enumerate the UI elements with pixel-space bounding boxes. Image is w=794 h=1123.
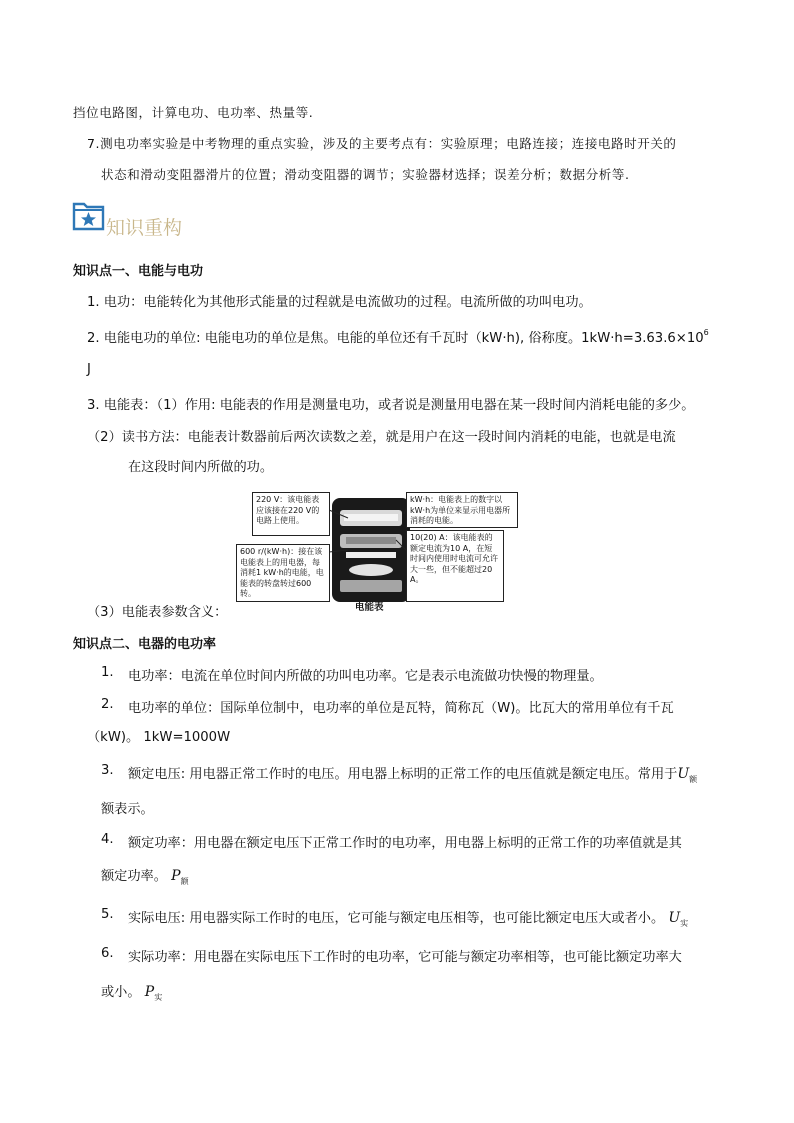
kp2-item-3-text [128,763,697,785]
kp1-para-2 [87,327,709,346]
kp2-item-3-cont: 额表示。 [101,802,154,817]
symbol-subscript: 额 [689,775,698,784]
item-7-line-2: 状态和滑动变阻器滑片的位置；滑动变阻器的调节；实验器材选择；误差分析；数据分析等. [101,167,630,182]
kp2-item-6-num: 6. [101,946,114,961]
kp2-item-5-num: 5. [101,907,114,922]
kp1-para-2-text: 2. 电能电功的单位: 电能电功的单位是焦。电能的单位还有千瓦时（kW·h), 俗称度。1kW·h=3.63.6×10 [87,331,704,346]
kp2-item-3-num: 3. [101,763,114,778]
kp2-item-6-cont-text: 或小。 [101,985,141,1000]
kp2-item-6-text: 实际功率：用电器在实际电压下工作时的电功率，它可能与额定功率相等，也可能比额定功率大 [128,950,682,965]
kp2-heading: 知识点二、电器的电功率 [73,637,217,652]
callout-revolutions: 600 r/(kW·h)：接在该电能表上的用电器，每消耗1 kW·h的电能，电能表的转盘转过600转。 [236,544,330,602]
kp1-para-2-unit: J [87,362,91,377]
electric-meter-figure [236,490,562,612]
kp2-item-2-text: 电功率的单位：国际单位制中，电功率的单位是瓦特，简称瓦（W)。比瓦大的常用单位有千瓦 [128,701,674,716]
symbol-p: P [144,984,155,1000]
symbol-u: U [668,910,681,926]
callout-current: 10(20) A：该电能表的额定电流为10 A，在短时间内使用时电流可允许大一些，但不能超过20 A。 [406,530,504,602]
section-title: 知识重构 [106,217,183,239]
symbol-subscript: 实 [680,919,689,928]
symbol-subscript: 实 [154,993,163,1002]
figure-caption: 电能表 [355,602,384,613]
kp2-item-4-text: 额定功率：用电器在额定电压下正常工作时的电功率，用电器上标明的正常工作的功率值就是其 [128,836,682,851]
kp1-para-3c: （3）电能表参数含义： [87,605,228,620]
kp2-item-4-cont-text: 额定功率。 [101,869,167,884]
kp2-item-2-num: 2. [101,697,114,712]
callout-voltage: 220 V：该电能表应该接在220 V的电路上使用。 [252,492,330,536]
kp1-para-3b-line-1: （2）读书方法：电能表计数器前后两次读数之差，就是用户在这一段时间内消耗的电能，也就是电流 [87,430,676,445]
kp2-item-5-text [128,907,688,929]
kp2-item-4-num: 4. [101,832,114,847]
item-7-line-1: 7.测电功率实验是中考物理的重点实验，涉及的主要考点有：实验原理；电路连接；连接电路时开关的 [87,136,677,151]
kp1-para-3b-line-2: 在这段时间内所做的功。 [128,460,274,475]
symbol-u: U [677,766,690,782]
kp2-item-4-cont [101,865,189,887]
kp2-item-2-cont: （kW)。 1kW=1000W [87,730,231,745]
kp2-item-1-num: 1. [101,665,114,680]
intro-line-1: 挡位电路图，计算电功、电功率、热量等. [73,105,314,120]
kp1-heading: 知识点一、电能与电功 [73,264,204,279]
kp1-para-2-exponent: 6 [703,328,709,337]
kp2-item-1-text: 电功率：电流在单位时间内所做的功叫电功率。它是表示电流做功快慢的物理量。 [128,669,603,684]
symbol-p: P [171,868,181,884]
folder-star-icon [72,198,105,231]
kp1-para-3: 3. 电能表：（1）作用: 电能表的作用是测量电功，或者说是测量用电器在某一段时间内消耗电能的多少。 [87,398,695,413]
callout-kwh: kW·h：电能表上的数字以kW·h为单位来显示用电器所消耗的电能。 [406,492,518,528]
symbol-subscript: 额 [180,877,189,886]
kp2-item-3-body: 额定电压: 用电器正常工作时的电压。用电器上标明的正常工作的电压值就是额定电压。常用于 [128,767,678,782]
kp1-para-1: 1. 电功：电能转化为其他形式能量的过程就是电流做功的过程。电流所做的功叫电功。 [87,295,592,310]
kp2-item-5-body: 实际电压: 用电器实际工作时的电压，它可能与额定电压相等，也可能比额定电压大或者小。 [128,911,665,926]
kp2-item-6-cont [101,981,162,1003]
